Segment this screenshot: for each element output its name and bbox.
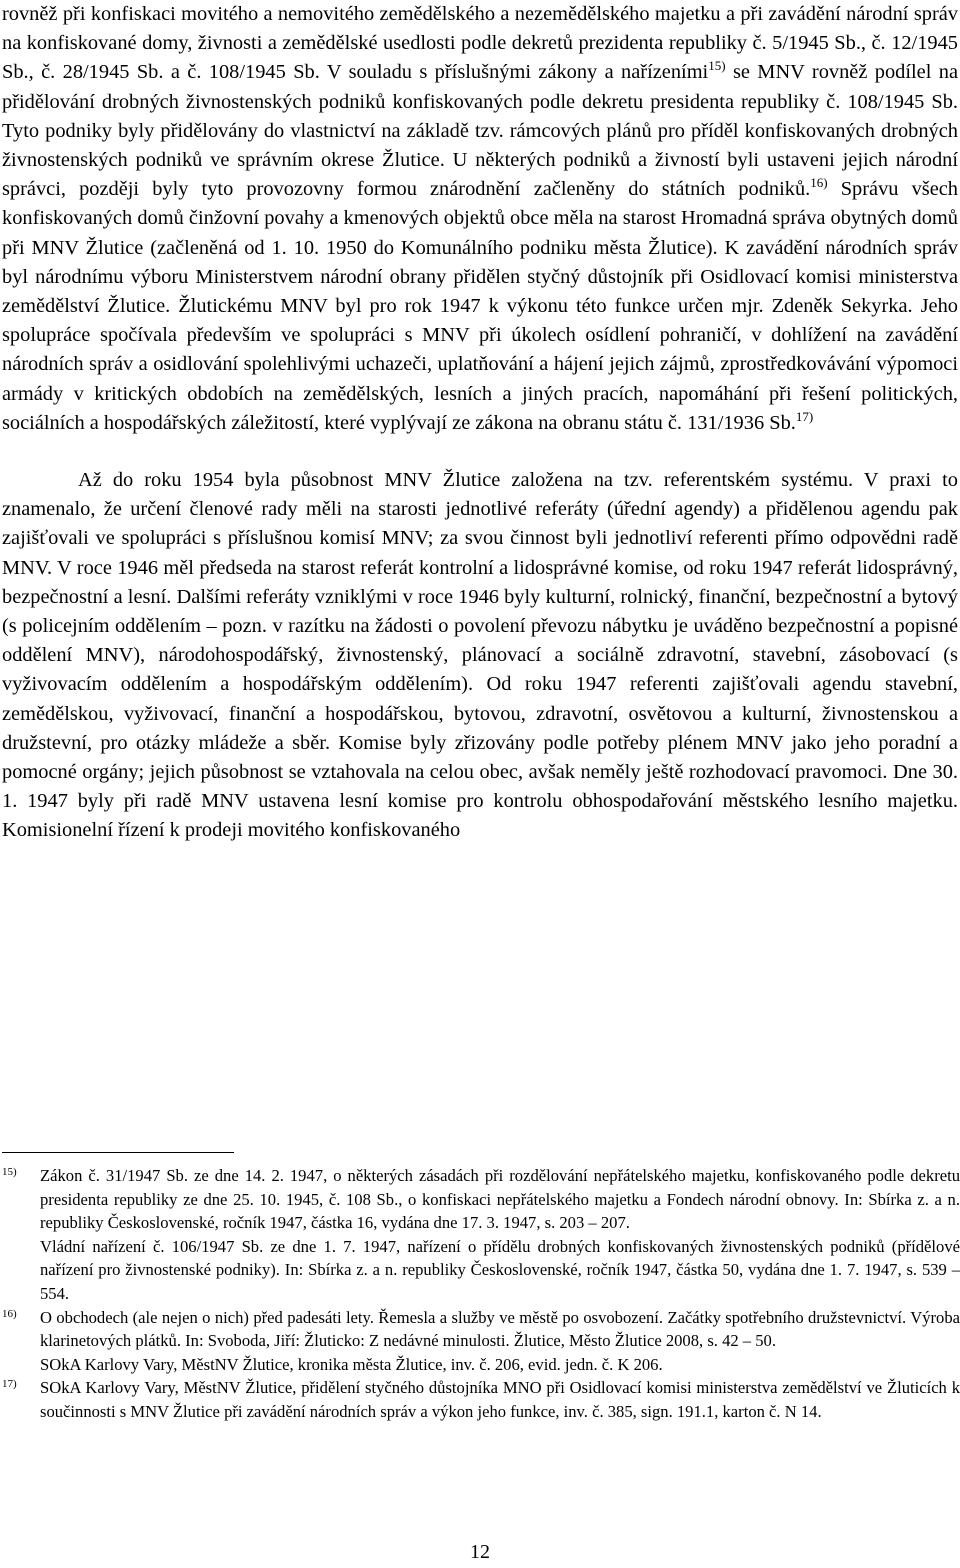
paragraph-1-part-b: se MNV rovněž podílel na přidělování drobných živnostenských podniků konfiskovaných podle dekretu presidenta republiky č. 108/1945 Sb. Tyto podniky byly přidělovány do vlastnictví na základě tzv. rámcových plánů pro příděl konfiskovaných drobných živnostenských podniků ve správním okrese Žlutice. U některých podniků a živností byli ustaveni jejich národní správci, později byly tyto provozovny formou znárodnění začleněny do státních podniků. — [2, 61, 959, 201]
footnote-entry: SOkA Karlovy Vary, MěstNV Žlutice, kronika města Žlutice, inv. č. 206, evid. jedn. č. K 206. — [40, 1354, 663, 1374]
paragraph-2: Až do roku 1954 byla působnost MNV Žlutice založena na tzv. referentském systému. V praxi to znamenalo, že určení členové rady měli na starosti jednotlivé referáty (úřední agendy) a přidělenou agendu pak zajišťovali ve spolupráci s příslušnou komisí MNV; za svou činnost byli jednotliví referenti přímo odpovědni radě MNV. V roce 1946 měl předseda na starost referát kontrolní a lidosprávné komise, od roku 1947 referát lidosprávný, bezpečnostní a lesní. Dalšími referáty vzniklými v roce 1946 byly kulturní, rolnický, finanční, bezpečnostní a bytový (s policejním oddělením – pozn. v razítku na žádosti o povolení převozu nábytku je uváděno bezpečnostní a popisné oddělení MNV), národohospodářský, živnostenský, plánovací a sociálně zdravotní, stavební, zásobovací (s vyživovacím oddělením a hospodářským oddělením). Od roku 1947 referenti zajišťovali agendu stavební, zemědělskou, vyživovací, finanční a hospodářskou, bytovou, zdravotní, osvětovou a kulturní, živnostenskou a družstevní, pro otázky mládeže a sběr. Komise byly zřizovány podle potřeby plénem MNV jako jeho poradní a pomocné orgány; jejich působnost se vztahovala na celou obec, avšak neměly ještě rozhodovací pravomoci. Dne 30. 1. 1947 byly při radě MNV ustavena lesní komise pro kontrolu obhospodařování městského lesního majetku. Komisionelní řízení k prodeji movitého konfiskovaného — [2, 469, 958, 842]
footnote-entry: O obchodech (ale nejen o nich) před padesáti lety. Řemesla a služby ve městě po osvobození. Začátky spotřebního družstevnictví. Výroba klarinetových plátků. In: Svoboda, Jiří: Žluticko: Z nedávné minulosti. Žlutice, Město Žlutice 2008, s. 42 – 50. — [40, 1307, 960, 1351]
paragraph-1-part-a: rovněž při konfiskaci movitého a nemovitého zemědělského a nezemědělského majetku a při zavádění národní správ na konfiskované domy, živnosti a zemědělské usedlosti podle dekretů prezidenta republiky č. 5/1945 Sb., č. 12/1945 Sb., č. 28/1945 Sb. a č. 108/1945 Sb. V souladu s příslušnými zákony a nařízeními — [2, 3, 958, 84]
footnote-entry: SOkA Karlovy Vary, MěstNV Žlutice, přidělení styčného důstojníka MNO při Osidlovací komisi ministerstva zemědělství ve Žluticích k součinnosti s MNV Žlutice při zavádění národních správ a výkon jeho funkce, inv. č. 385, sign. 191.1, karton č. N 14. — [40, 1378, 960, 1421]
paragraph-gap — [2, 438, 958, 466]
paragraph-1 — [2, 0, 958, 438]
footnote-ref-15: 15) — [708, 58, 726, 74]
footnote-entry: Vládní nařízení č. 106/1947 Sb. ze dne 1. 7. 1947, nařízení o přídělu drobných konfiskovaných živnostenských podniků (přídělové nařízení pro živnostenské podniky). In: Sbírka z. a n. republiky Československé, ročník 1947, částka 50, vydána dne 1. 7. 1947, s. 539 – 554. — [40, 1236, 960, 1303]
page-number: 12 — [470, 1541, 490, 1563]
footnote-number: 17) — [2, 1378, 17, 1391]
footnote-17 — [0, 1376, 960, 1423]
footnotes — [0, 1164, 960, 1424]
footnote-separator — [2, 1152, 234, 1153]
footnote-15 — [0, 1164, 960, 1306]
footnote-ref-17: 17) — [795, 409, 814, 425]
footnote-ref-16: 16) — [810, 175, 828, 191]
footnote-entry: Zákon č. 31/1947 Sb. ze dne 14. 2. 1947, o některých zásadách při rozdělování nepřátelského majetku, konfiskovaného podle dekretu presidenta republiky ze dne 25. 10. 1945, č. 108 Sb., o konfiskaci nepřátelského majetku a Fondech národní obnovy. In: Sbírka z. a n. republiky Československé, ročník 1947, částka 16, vydána dne 17. 3. 1947, s. 203 – 207. — [40, 1166, 960, 1233]
footnote-16 — [0, 1306, 960, 1377]
main-text — [2, 0, 958, 846]
paragraph-1-part-c: Správu všech konfiskovaných domů činžovní povahy a kmenových objektů obce měla na starost Hromadná správa obytných domů při MNV Žlutice (začleněná od 1. 10. 1950 do Komunálního podniku města Žlutice). K zavádění národních správ byl národnímu výboru Ministerstvem národní obrany přidělen styčný důstojník při Osidlovací komisi ministerstva zemědělství Žlutice. Žlutickému MNV byl pro rok 1947 k výkonu této funkce určen mjr. Zdeněk Sekyrka. Jeho spolupráce spočívala především ve spolupráci s MNV při úkolech osídlení pohraničí, v dohlížení na zavádění národních správ a osidlování spolehlivými uchazeči, uplatňování a hájení jejich zájmů, zprostředkovávání výpomoci armády v kritických obdobích na zemědělských, lesních a jiných pracích, napomáhání při řešení politických, sociálních a hospodářských záležitostí, které vyplývají ze zákona na obranu státu č. 131/1936 Sb. — [2, 178, 958, 434]
footnote-number: 16) — [2, 1307, 17, 1320]
footnote-number: 15) — [2, 1166, 17, 1178]
